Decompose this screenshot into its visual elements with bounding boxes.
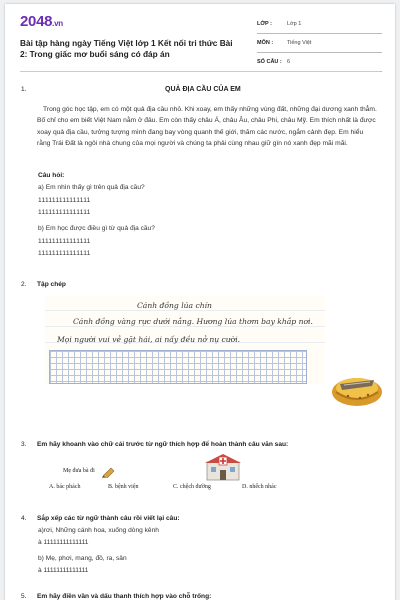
site-logo[interactable]: 2048.vn bbox=[20, 13, 63, 30]
answer-line: 111111111111111 bbox=[38, 250, 91, 257]
answer-line: 111111111111111 bbox=[38, 209, 91, 216]
handwriting-practice-grid bbox=[49, 350, 307, 384]
question-number: 4. bbox=[21, 515, 27, 522]
meta-value: Lớp 1 bbox=[287, 21, 302, 27]
question-b: b) Mẹ, phơi, mang, đồ, ra, sân bbox=[38, 555, 127, 562]
questions-label: Câu hỏi: bbox=[38, 172, 65, 179]
option-c[interactable]: C. chệch đường bbox=[173, 484, 211, 490]
option-a[interactable]: A. bác phách bbox=[49, 484, 81, 490]
question-heading: Em hãy khoanh vào chữ cái trước từ ngữ thích hợp để hoàn thành câu văn sau: bbox=[37, 441, 289, 448]
rice-harvest-illustration bbox=[330, 366, 384, 410]
reading-passage: Trong góc học tập, em có một quả địa cầu nhỏ. Khi xoay, em thấy những vùng đất, những đại dương xanh thẳm. Bố chỉ cho em biết Việt Nam nằm ở đâu. Em còn thấy châu Á, châu Âu, châu Phi, châu Mỹ. Em thích nhất là được xoay quả địa cầu, tưởng tượng mình đang bay vòng quanh thế giới, thăm các nước, ngắm cảnh đẹp. Em hiểu rằng Trái Đất là ngôi nhà chung của mọi người và chúng ta phải cùng nhau giữ gìn nó xanh đẹp mãi mãi. bbox=[37, 106, 377, 147]
option-d[interactable]: D. nhếch nhác bbox=[242, 484, 277, 490]
question-number: 2. bbox=[21, 281, 27, 288]
answer-line: 111111111111111 bbox=[38, 197, 91, 204]
meta-row-subject bbox=[257, 34, 382, 53]
question-number: 3. bbox=[21, 441, 27, 448]
passage-title: QUẢ ĐỊA CẦU CỦA EM bbox=[165, 86, 241, 93]
meta-key: SỐ CÂU : bbox=[257, 59, 282, 65]
question-number: 1. bbox=[21, 86, 27, 93]
handwriting-title: Cánh đồng lúa chín bbox=[137, 301, 212, 310]
worksheet-page bbox=[5, 4, 395, 600]
page-title: Bài tập hàng ngày Tiếng Việt lớp 1 Kết nối tri thức Bài 2: Trong giấc mơ buổi sáng có đáp án bbox=[20, 38, 233, 59]
answer-line: 111111111111111 bbox=[38, 238, 91, 245]
answer-line: à 11111111111111 bbox=[38, 539, 89, 546]
answer-line: à 11111111111111 bbox=[38, 567, 89, 574]
header-divider bbox=[20, 71, 380, 72]
question-b: b) Em học được điều gì từ quả địa cầu? bbox=[38, 225, 155, 232]
question-heading: Sắp xếp các từ ngữ thành câu rồi viết lại câu: bbox=[37, 515, 180, 522]
meta-row-count bbox=[257, 53, 382, 72]
meta-table bbox=[257, 15, 382, 72]
handwriting-line: Cánh đồng vàng rực dưới nắng. Hương lúa thơm bay khắp nơi. bbox=[73, 317, 313, 326]
ruled-line bbox=[45, 326, 325, 329]
question-a: a) Em nhìn thấy gì trên quả địa cầu? bbox=[38, 184, 145, 191]
question-heading: Tập chép bbox=[37, 281, 66, 288]
hospital-icon bbox=[204, 452, 242, 482]
pencil-icon bbox=[101, 466, 117, 478]
meta-row-class bbox=[257, 15, 382, 34]
handwriting-line: Mọi người vui vẻ gặt hái, ai nấy đều nở nụ cười. bbox=[57, 335, 241, 344]
meta-key: MÔN : bbox=[257, 40, 274, 46]
meta-key: LỚP : bbox=[257, 21, 272, 27]
meta-value: Tiếng Việt bbox=[287, 40, 312, 46]
option-b[interactable]: B. bệnh viện bbox=[108, 484, 139, 490]
question-a: a)rơi, Những cánh hoa, xuống dòng kênh bbox=[38, 527, 159, 534]
question-heading: Em hãy điền vần và dấu thanh thích hợp vào chỗ trống: bbox=[37, 593, 212, 600]
question-number: 5. bbox=[21, 593, 27, 600]
ruled-line bbox=[45, 310, 325, 313]
sentence-prompt: Mẹ đưa bà đi bbox=[63, 468, 95, 474]
meta-value: 6 bbox=[287, 59, 291, 65]
